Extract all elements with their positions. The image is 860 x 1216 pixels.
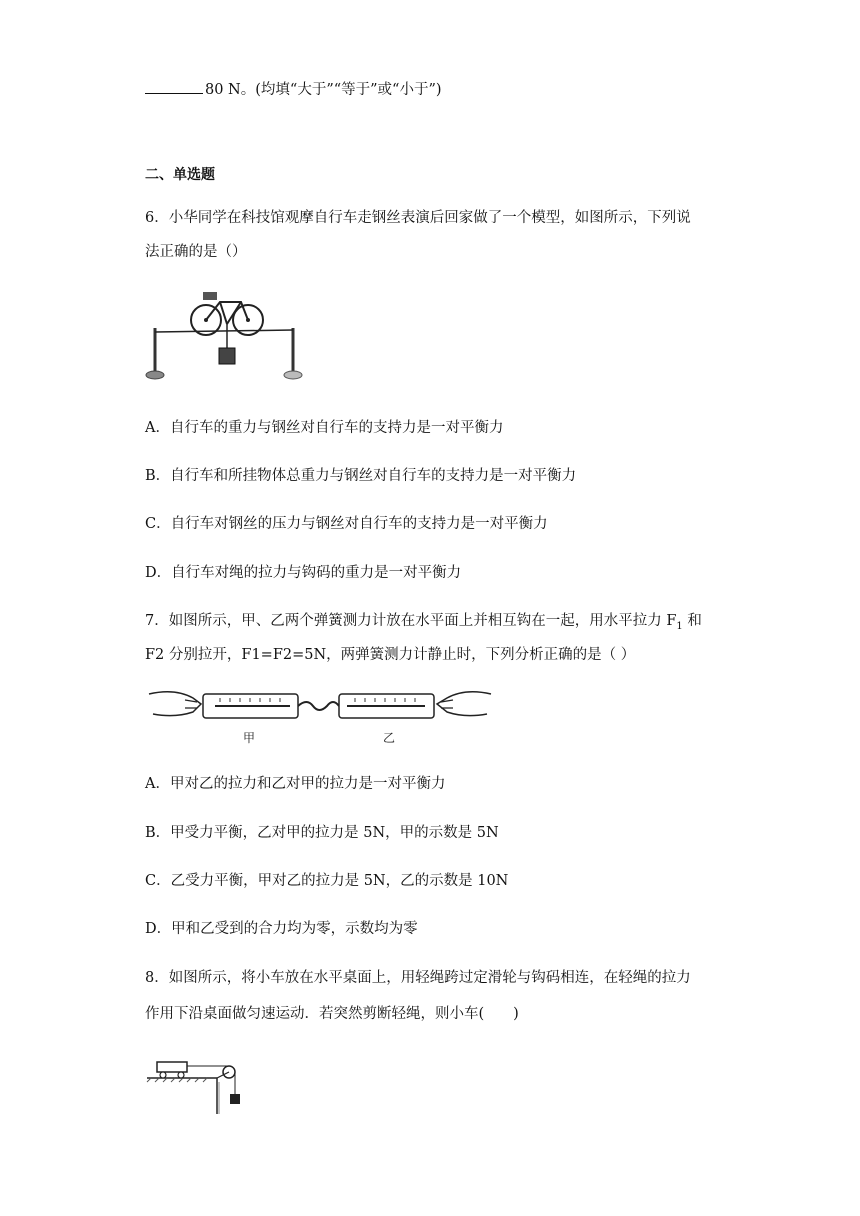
- q7-stem-line1-b: 和: [682, 613, 702, 629]
- q6-option-c: C．自行车对钢丝的压力与钢丝对自行车的支持力是一对平衡力: [145, 516, 548, 532]
- bicycle-tightrope-figure: [145, 288, 310, 383]
- section-title: 二、单选题: [145, 167, 215, 183]
- q6-option-b: B．自行车和所挂物体总重力与钢丝对自行车的支持力是一对平衡力: [145, 468, 577, 484]
- q6-stem-line1: 6．小华同学在科技馆观摩自行车走钢丝表演后回家做了一个模型，如图所示，下列说: [145, 210, 691, 226]
- answer-blank: [145, 79, 203, 94]
- q6-option-d: D．自行车对绳的拉力与钩码的重力是一对平衡力: [145, 565, 462, 581]
- label-jia: 甲: [242, 731, 256, 745]
- top-note: (均填“大于”“等于”或“小于”): [255, 82, 442, 98]
- q7-stem-line2: F2 分别拉开，F1=F2=5N，两弹簧测力计静止时，下列分析正确的是（ ）: [145, 647, 636, 663]
- top-value: 80 N。: [205, 82, 256, 98]
- q6-option-a: A．自行车的重力与钢丝对自行车的支持力是一对平衡力: [145, 420, 504, 436]
- q7-stem-line1-a: 7．如图所示，甲、乙两个弹簧测力计放在水平面上并相互钩在一起，用水平拉力 F: [145, 613, 677, 629]
- q7-option-c: C．乙受力平衡，甲对乙的拉力是 5N，乙的示数是 10N: [145, 873, 509, 889]
- q7-stem-line1-sub: 1: [676, 620, 683, 632]
- top-fill-line: [145, 78, 442, 99]
- q8-stem-line1: 8．如图所示，将小车放在水平桌面上，用轻绳跨过定滑轮与钩码相连，在轻绳的拉力: [145, 970, 691, 986]
- q7-stem-line1: [145, 609, 702, 632]
- q7-option-b: B．甲受力平衡，乙对甲的拉力是 5N，甲的示数是 5N: [145, 825, 499, 841]
- label-yi: 乙: [382, 731, 396, 745]
- q7-option-d: D．甲和乙受到的合力均为零，示数均为零: [145, 921, 418, 937]
- spring-scales-figure: [145, 684, 495, 746]
- q6-stem-line2: 法正确的是（）: [145, 244, 247, 260]
- q8-stem-line2: 作用下沿桌面做匀速运动．若突然剪断轻绳，则小车( ): [145, 1006, 519, 1022]
- q7-option-a: A．甲对乙的拉力和乙对甲的拉力是一对平衡力: [145, 776, 446, 792]
- cart-pulley-figure: [145, 1052, 250, 1116]
